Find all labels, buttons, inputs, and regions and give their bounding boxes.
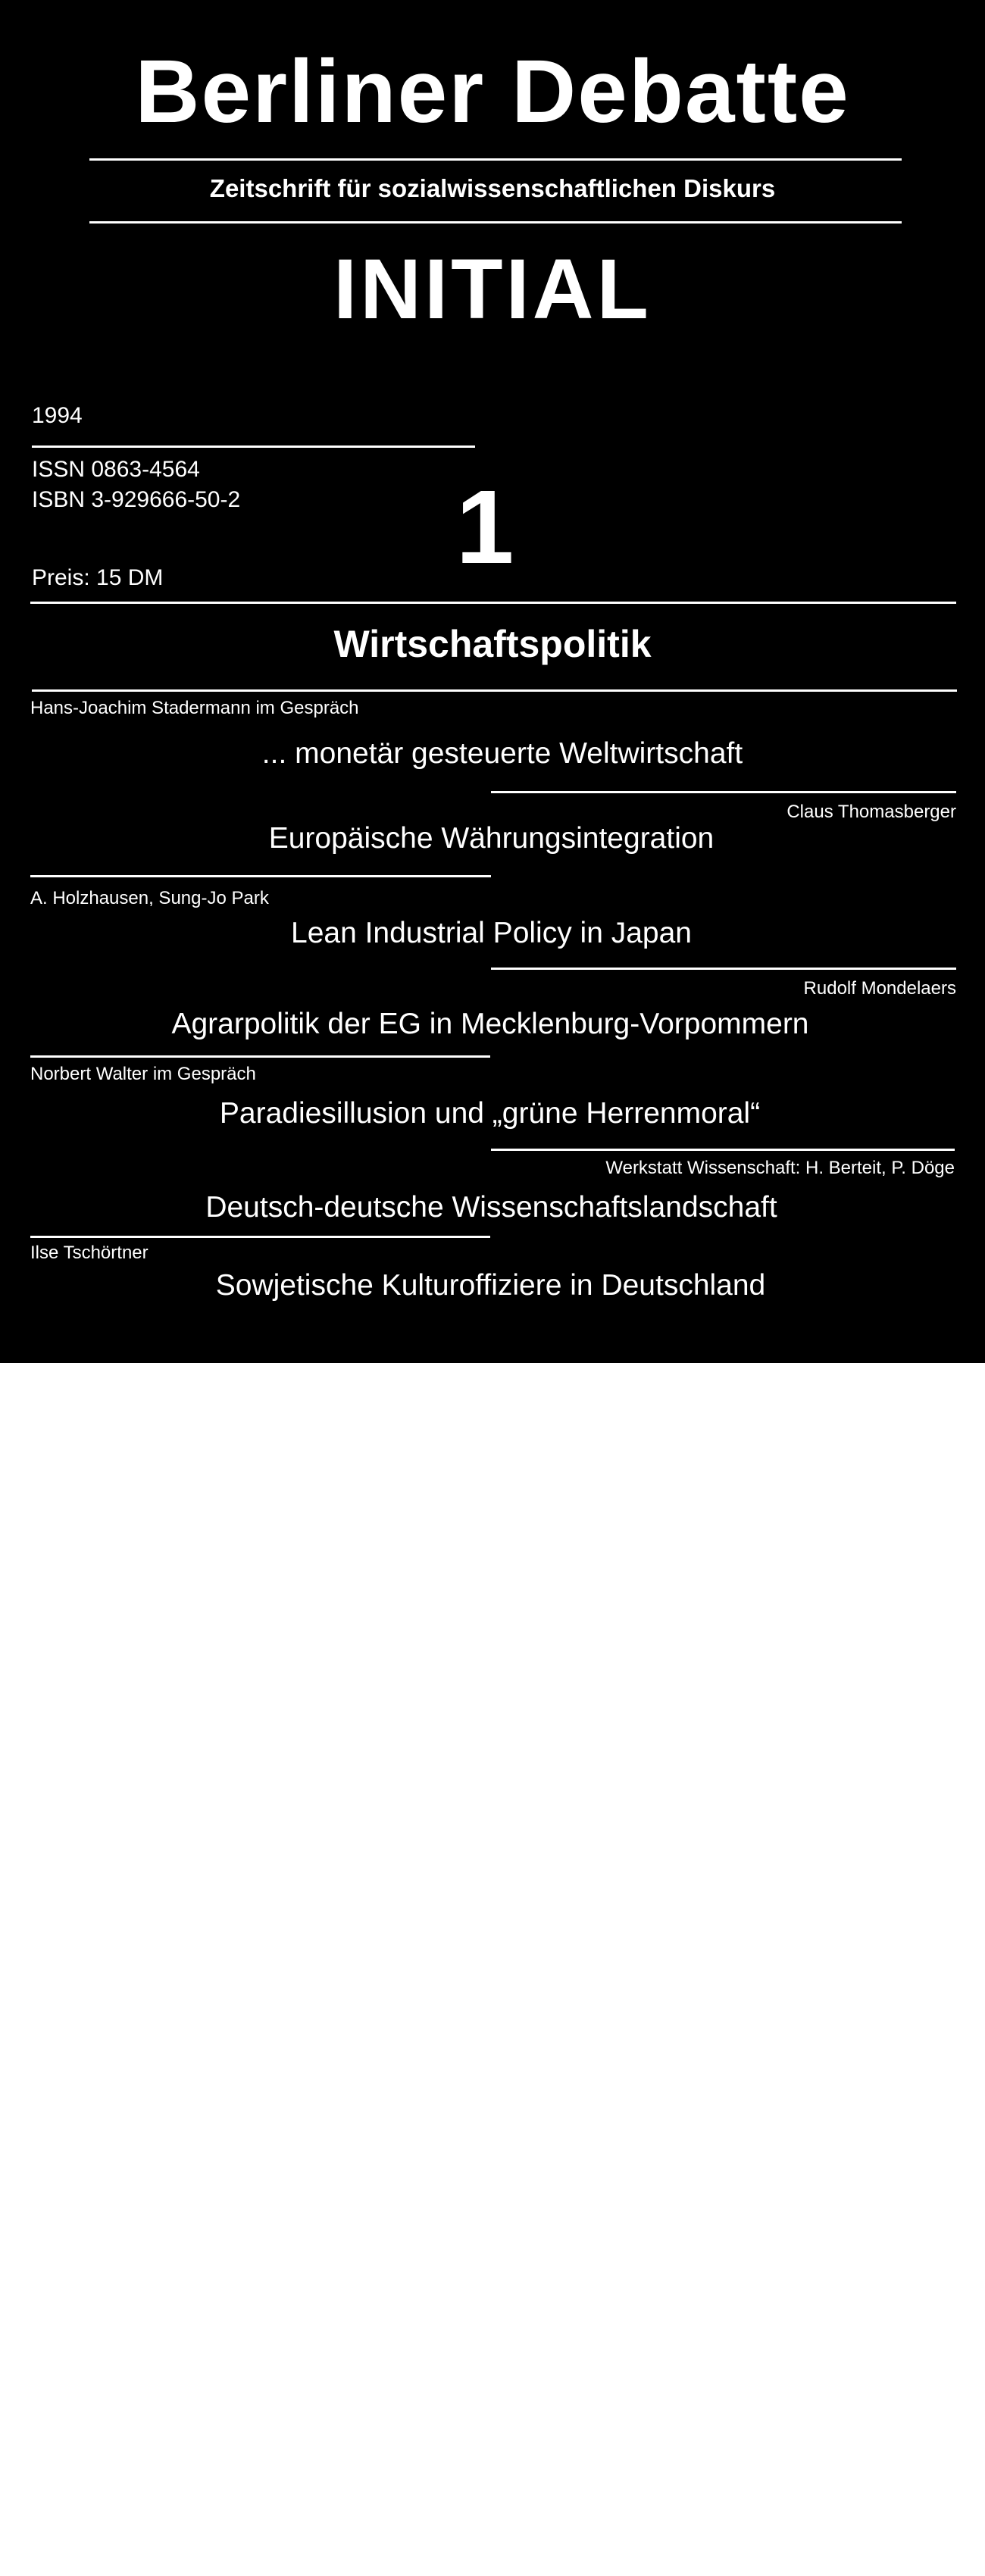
article-title: Lean Industrial Policy in Japan	[291, 917, 692, 949]
journal-title: Berliner Debatte	[135, 42, 850, 142]
series-title: INITIAL	[333, 242, 652, 336]
article-author: Norbert Walter im Gespräch	[30, 1064, 256, 1084]
article-title: Sowjetische Kulturoffiziere in Deutschland	[215, 1269, 766, 1302]
article-author: Hans-Joachim Stadermann im Gespräch	[30, 698, 359, 718]
journal-subtitle: Zeitschrift für sozialwissenschaftlichen Diskurs	[209, 174, 776, 202]
issue-theme: Wirtschaftspolitik	[333, 623, 652, 665]
divider	[491, 1149, 955, 1151]
divider	[491, 968, 956, 970]
isbn: ISBN 3-929666-50-2	[32, 487, 241, 512]
article-author: Ilse Tschörtner	[30, 1243, 149, 1263]
issue-year: 1994	[32, 403, 83, 428]
issn: ISSN 0863-4564	[32, 457, 200, 482]
article-title: Paradiesillusion und „grüne Herrenmoral“	[219, 1097, 761, 1130]
article-author: Rudolf Mondelaers	[803, 978, 956, 999]
article-author: Werkstatt Wissenschaft: H. Berteit, P. Döge	[605, 1158, 955, 1178]
divider	[89, 158, 902, 161]
divider	[32, 689, 957, 692]
divider	[30, 875, 491, 877]
price: Preis: 15 DM	[32, 565, 164, 590]
divider	[491, 791, 956, 793]
article-title: ... monetär gesteuerte Weltwirtschaft	[261, 737, 743, 770]
divider	[30, 602, 956, 604]
article-author: A. Holzhausen, Sung-Jo Park	[30, 888, 269, 908]
article-title: Agrarpolitik der EG in Mecklenburg-Vorpommern	[171, 1008, 809, 1040]
divider	[32, 445, 475, 448]
article-title: Deutsch-deutsche Wissenschaftslandschaft	[205, 1191, 777, 1224]
divider	[30, 1055, 490, 1058]
article-title: Europäische Währungsintegration	[268, 822, 715, 855]
issue-number: 1	[455, 469, 514, 586]
article-author: Claus Thomasberger	[786, 802, 956, 822]
divider	[30, 1236, 490, 1238]
divider	[89, 221, 902, 224]
